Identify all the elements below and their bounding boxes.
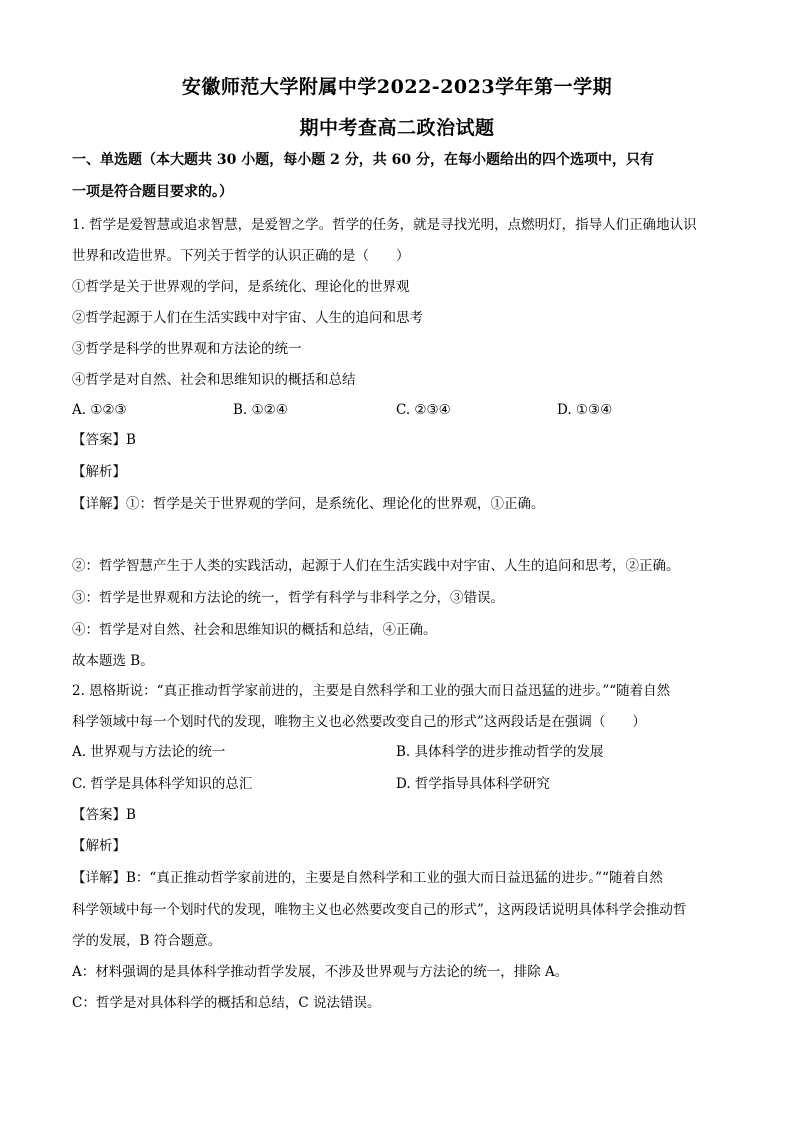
q1-item-1: ①哲学是关于世界观的学问，是系统化、理论化的世界观 <box>72 279 410 295</box>
q1-option-b: B. ①②④ <box>233 402 288 418</box>
q1-item-2: ②哲学起源于人们在生活实践中对宇宙、人生的追问和思考 <box>72 310 423 326</box>
q1-option-c: C. ②③④ <box>396 402 451 418</box>
q1-item-4: ④哲学是对自然、社会和思维知识的概括和总结 <box>72 372 356 388</box>
q1-conclusion: 故本题选 B。 <box>72 653 154 669</box>
q1-explain-2: ③：哲学是世界观和方法论的统一，哲学有科学与非科学之分，③错误。 <box>72 590 504 606</box>
section-heading-line1: 一、单选题（本大题共 30 小题，每小题 2 分，共 60 分，在每小题给出的四个选项中，只有 <box>72 152 654 168</box>
q1-option-d: D. ①③④ <box>557 402 613 418</box>
q2-detail-line1: 【详解】B：“真正推动哲学家前进的，主要是自然科学和工业的强大而日益迅猛的进步。”“随着自然 <box>72 870 663 886</box>
exam-title: 安徽师范大学附属中学2022-2023学年第一学期 <box>181 76 613 98</box>
q2-answer: 【答案】B <box>72 807 136 823</box>
q1-stem-line2: 世界和改造世界。下列关于哲学的认识正确的是（ ） <box>72 248 410 264</box>
q1-detail: 【详解】①：哲学是关于世界观的学问，是系统化、理论化的世界观，①正确。 <box>72 496 545 512</box>
q2-explain-c: C：哲学是对具体科学的概括和总结，C 说法错误。 <box>72 995 381 1011</box>
section-heading-line2: 一项是符合题目要求的。） <box>72 184 233 200</box>
q2-option-a: A. 世界观与方法论的统一 <box>72 744 226 760</box>
q2-detail-line3: 学的发展，B 符合题意。 <box>72 933 222 949</box>
q1-analysis: 【解析】 <box>72 464 126 480</box>
q2-option-c: C. 哲学是具体科学知识的总汇 <box>72 776 253 792</box>
q1-item-3: ③哲学是科学的世界观和方法论的统一 <box>72 341 302 357</box>
q1-answer: 【答案】B <box>72 432 136 448</box>
q1-explain-1: ②：哲学智慧产生于人类的实践活动，起源于人们在生活实践中对宇宙、人生的追问和思考，②正确。 <box>72 558 680 574</box>
q2-option-b: B. 具体科学的进步推动哲学的发展 <box>396 744 604 760</box>
exam-subtitle: 期中考查高二政治试题 <box>299 117 495 139</box>
q1-stem-line1: 1. 哲学是爱智慧或追求智慧，是爱智之学。哲学的任务，就是寻找光明，点燃明灯，指导人们正确地认识 <box>72 217 697 233</box>
q1-explain-3: ④：哲学是对自然、社会和思维知识的概括和总结，④正确。 <box>72 622 437 638</box>
q2-option-d: D. 哲学指导具体科学研究 <box>396 776 550 792</box>
q2-analysis: 【解析】 <box>72 838 126 854</box>
q2-explain-a: A：材料强调的是具体科学推动哲学发展，不涉及世界观与方法论的统一，排除 A。 <box>72 964 569 980</box>
q2-detail-line2: 科学领域中每一个划时代的发现，唯物主义也必然要改变自己的形式”，这两段话说明具体科学会推动哲 <box>72 902 687 918</box>
q1-option-a: A. ①②③ <box>72 402 127 418</box>
q2-stem-line1: 2. 恩格斯说：“真正推动哲学家前进的，主要是自然科学和工业的强大而日益迅猛的进步。”“随着自然 <box>72 683 671 699</box>
q2-stem-line2: 科学领域中每一个划时代的发现，唯物主义也必然要改变自己的形式”这两段话是在强调（ ） <box>72 714 646 730</box>
